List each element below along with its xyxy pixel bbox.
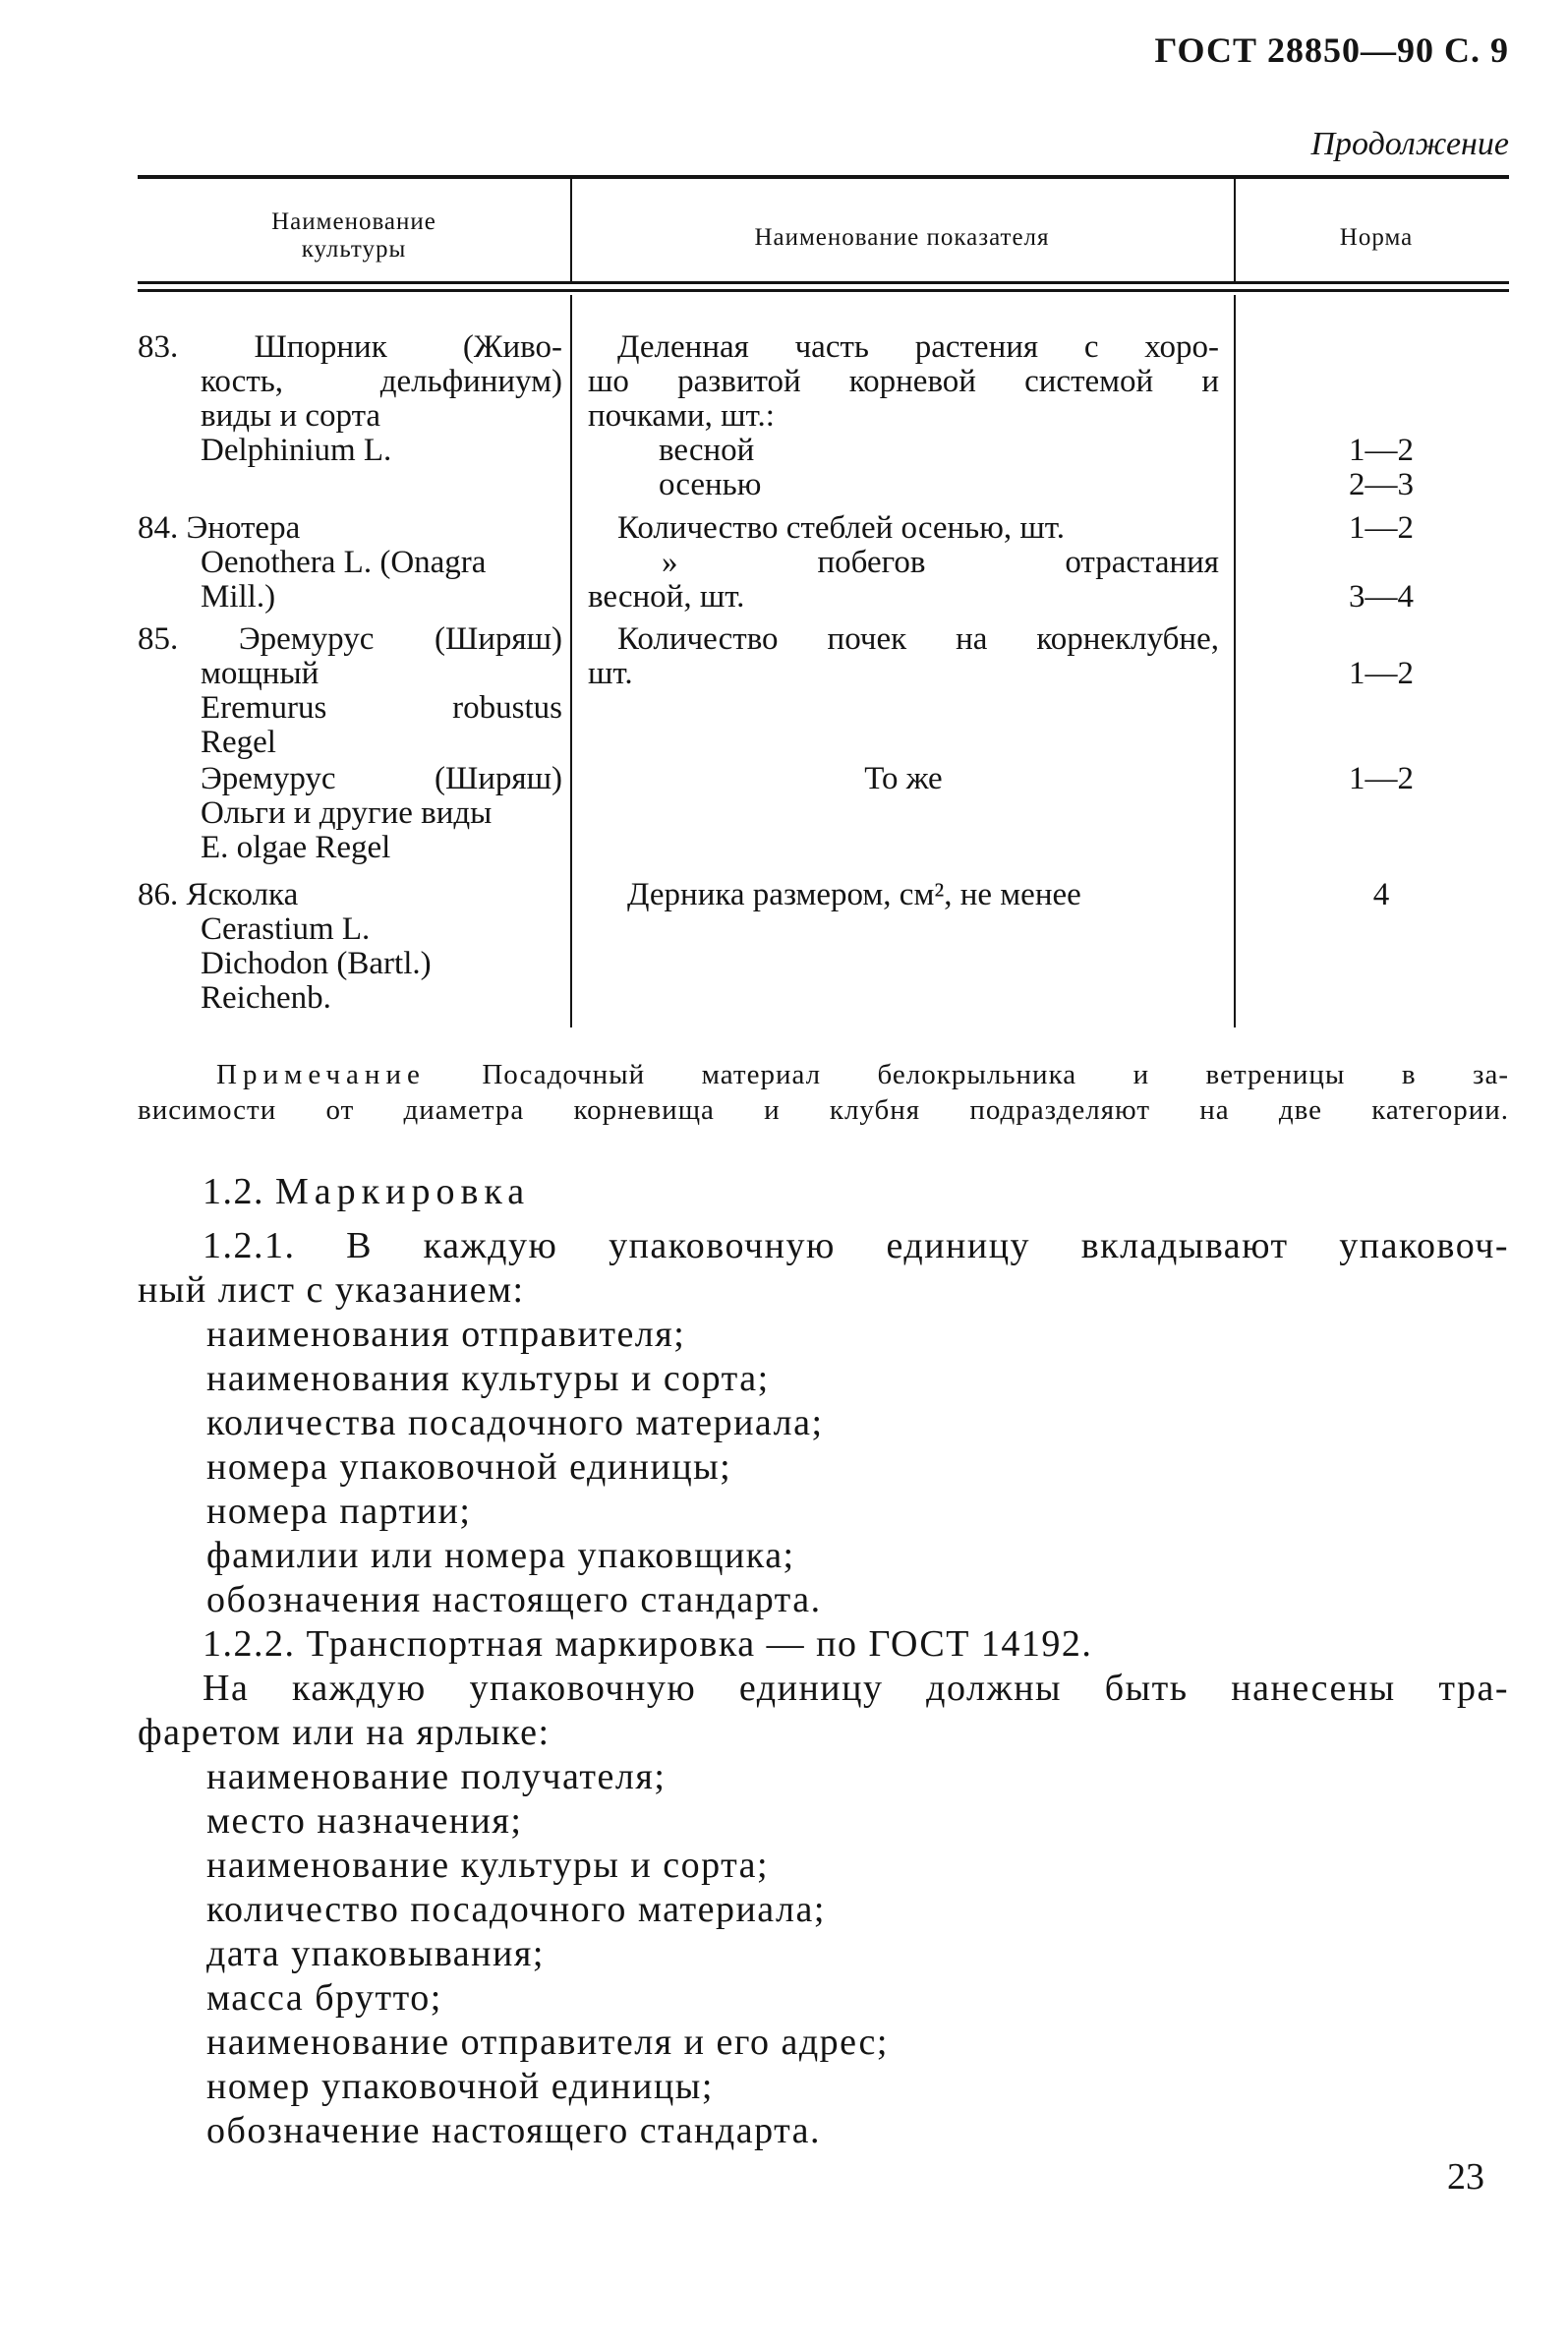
table-row-norm: 1—2 xyxy=(1349,510,1414,546)
paragraph-1-2-1-cont: ный лист с указанием: xyxy=(138,1269,525,1311)
list-item: наименования отправителя; xyxy=(206,1314,686,1355)
section-marking xyxy=(138,1170,1509,2153)
table-row-norm: 1—2 xyxy=(1349,656,1414,691)
table-row-indicator: Дерника размером, см², не менее xyxy=(627,877,1081,912)
list-item: количество посадочного материала; xyxy=(206,1889,826,1930)
continued-label: Продолжение xyxy=(1310,126,1509,162)
note-text: Посадочный материал белокрыльника и ветреницы в за- xyxy=(482,1059,1509,1090)
table-row-culture: 84. Энотера Oenothera L. (Onagra Mill.) xyxy=(138,510,487,615)
page-number: 23 xyxy=(1447,2156,1484,2198)
table-row-indicator: Количество стеблей осенью, шт. » побегов отрастания весной, шт. xyxy=(588,510,1219,615)
table-note xyxy=(138,1057,1509,1128)
list-item: номера партии; xyxy=(206,1491,472,1532)
column-divider xyxy=(570,295,572,1027)
table-row-culture: 85. Эремурус (Ширяш) мощный Eremurus robustus Regel xyxy=(138,621,562,760)
list-item: наименования культуры и сорта; xyxy=(206,1358,770,1399)
note-label: Примечание xyxy=(216,1059,426,1090)
table-row-culture: Эремурус (Ширяш) Ольги и другие виды E. olgae Regel xyxy=(201,761,562,865)
note-text: висимости от диаметра корневища и клубня подразделяют на две категории. xyxy=(138,1094,1509,1126)
list-item: обозначение настоящего стандарта. xyxy=(206,2110,822,2151)
list-item: наименование отправителя и его адрес; xyxy=(206,2022,889,2063)
table-row-indicator: Количество почек на корнеклубне, шт. xyxy=(588,621,1219,691)
list-item: обозначения настоящего стандарта. xyxy=(206,1579,822,1620)
section-heading: 1.2. Маркировка xyxy=(203,1171,531,1212)
table-row-norm: 2—3 xyxy=(1349,467,1414,502)
list-item: дата упаковывания; xyxy=(206,1933,545,1974)
standard-reference: ГОСТ 28850—90 С. 9 xyxy=(1154,30,1509,70)
table-row-norm: 3—4 xyxy=(1349,579,1414,615)
list-item: фамилии или номера упаковщика; xyxy=(206,1535,795,1576)
list-item: наименование культуры и сорта; xyxy=(206,1845,770,1886)
table-header-rule-double xyxy=(138,289,1509,292)
table-row-norm: 1—2 xyxy=(1349,433,1414,468)
table-row-culture: 86. Ясколка Cerastium L. Dichodon (Bartl.) Reichenb. xyxy=(138,877,432,1016)
table-row-culture: 83. Шпорник (Живо- кость, дельфиниум) виды и сорта Delphinium L. xyxy=(138,329,562,468)
table-row-indicator: Деленная часть растения с хоро- шо развитой корневой системой и почками, шт.: весной осенью xyxy=(588,329,1219,502)
column-divider xyxy=(1234,179,1236,281)
table-row-norm: 4 xyxy=(1372,877,1390,912)
list-item: номер упаковочной единицы; xyxy=(206,2066,714,2107)
list-item: количества посадочного материала; xyxy=(206,1402,824,1443)
paragraph-1-2-1: 1.2.1. В каждую упаковочную единицу вкладывают упаковоч- xyxy=(203,1225,1509,1266)
column-divider xyxy=(1234,295,1236,1027)
column-header-norm: Норма xyxy=(1339,224,1414,251)
table-row-indicator: То же xyxy=(864,761,943,796)
list-item: место назначения; xyxy=(206,1800,523,1842)
paragraph-labeling-cont: фаретом или на ярлыке: xyxy=(138,1712,551,1753)
column-header-culture: Наименование культуры xyxy=(271,208,436,263)
table-header-rule xyxy=(138,281,1509,284)
table-top-rule xyxy=(138,175,1509,179)
column-divider xyxy=(570,179,572,281)
list-item: номера упаковочной единицы; xyxy=(206,1446,732,1488)
column-header-indicator: Наименование показателя xyxy=(754,224,1050,251)
paragraph-labeling: На каждую упаковочную единицу должны быть нанесены тра- xyxy=(203,1668,1509,1709)
table-row-norm: 1—2 xyxy=(1349,761,1414,796)
paragraph-1-2-2: 1.2.2. Транспортная маркировка — по ГОСТ 14192. xyxy=(203,1623,1093,1665)
list-item: наименование получателя; xyxy=(206,1756,667,1797)
list-item: масса брутто; xyxy=(206,1977,442,2019)
